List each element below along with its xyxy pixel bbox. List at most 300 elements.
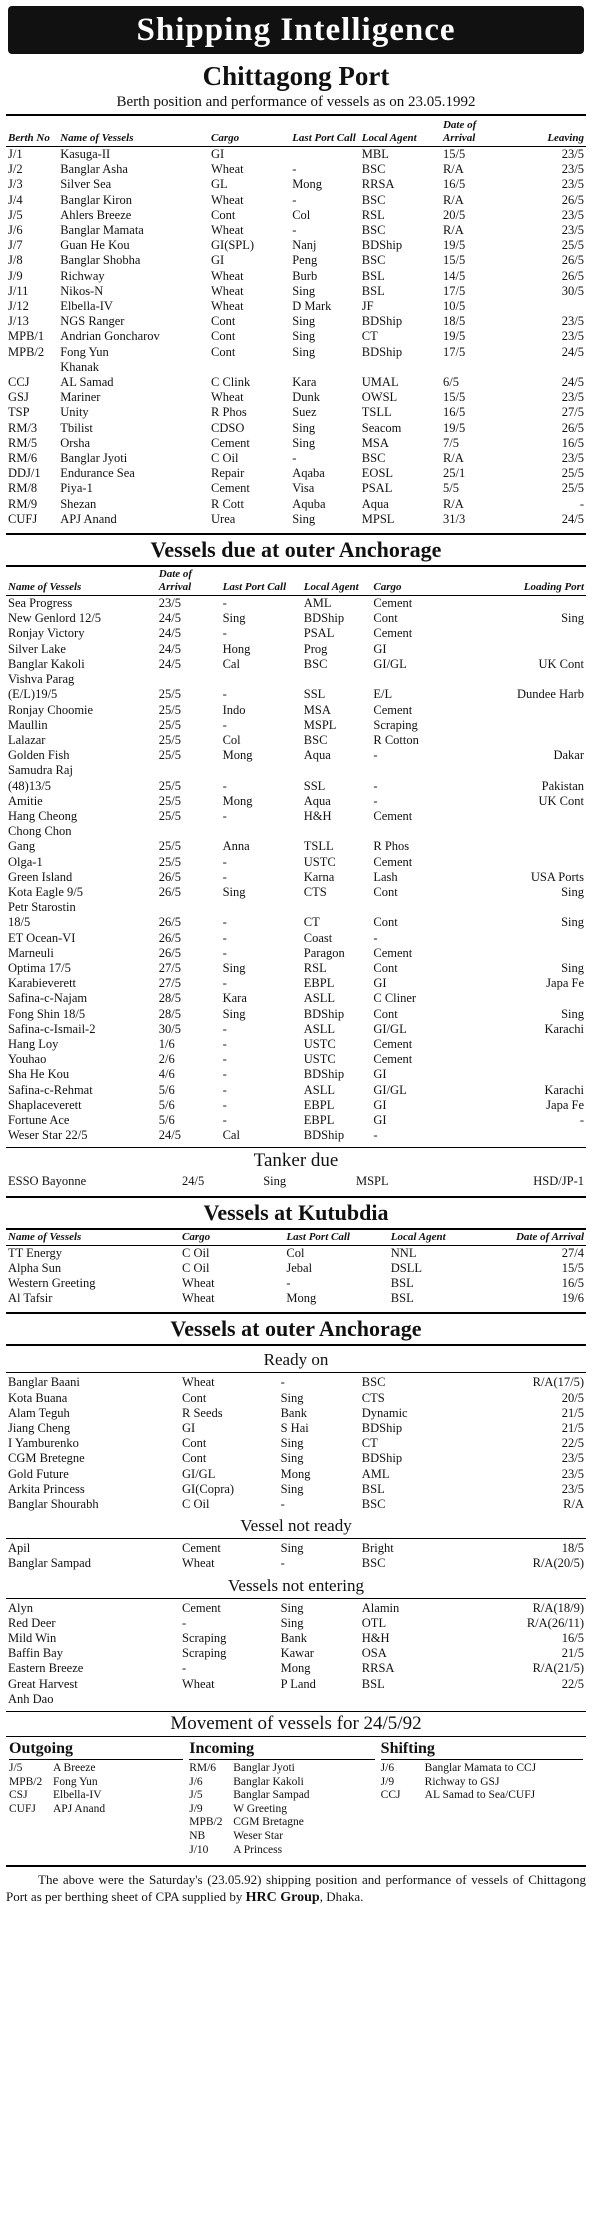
table-cell: Col: [222, 732, 241, 747]
table-cell: GI(SPL): [211, 238, 255, 253]
table-cell: [458, 991, 586, 1006]
table-cell: Cont: [211, 329, 236, 344]
table-cell: -: [292, 162, 297, 177]
table-cell: [458, 1067, 586, 1082]
table-cell: Ahlers Breeze: [60, 207, 132, 222]
table-row: [6, 1113, 586, 1128]
table-cell: -: [222, 1052, 227, 1067]
column-header: Cargo: [209, 118, 290, 147]
table-row: [6, 1451, 586, 1466]
table-cell: -: [373, 748, 378, 763]
table-cell: BDShip: [303, 1006, 345, 1021]
table-cell: BSC: [361, 192, 386, 207]
table-cell: MSPL: [303, 717, 337, 732]
table-row: [6, 1083, 586, 1098]
table-cell: Cement: [373, 945, 413, 960]
table-cell: Mong: [222, 748, 253, 763]
column-header: Loading Port: [458, 567, 586, 596]
table-cell: EOSL: [361, 466, 394, 481]
table-cell: 24/5: [158, 1128, 182, 1143]
table-cell: BSC: [361, 1375, 386, 1390]
table-cell: Jebal: [286, 1260, 313, 1275]
table-cell: Sing: [222, 1006, 246, 1021]
table-cell: Chong Chon: [8, 824, 72, 839]
vessel-name: W Greeting: [233, 1802, 287, 1815]
kutubdia-table: [6, 1230, 586, 1307]
table-cell: Hang Loy: [8, 1036, 59, 1051]
table-cell: Banglar Kiron: [60, 192, 133, 207]
table-cell: Alam Teguh: [8, 1405, 70, 1420]
berth-code: J/9: [189, 1802, 203, 1815]
table-cell: Cement: [373, 808, 413, 823]
table-cell: 15/5: [561, 1260, 584, 1275]
movement-item: [189, 1816, 374, 1830]
table-cell: BSL: [390, 1291, 414, 1306]
table-row: [6, 687, 586, 702]
table-cell: BSC: [303, 656, 328, 671]
table-cell: CT: [303, 915, 320, 930]
table-cell: (48)13/5: [8, 778, 52, 793]
table-cell: Dynamic: [361, 1405, 408, 1420]
vessel-name: Banglar Sampad: [233, 1789, 310, 1802]
table-cell: Banglar Asha: [60, 162, 128, 177]
table-cell: -: [222, 1036, 227, 1051]
table-cell: UK Cont: [538, 656, 584, 671]
table-row: [6, 1291, 586, 1306]
table-cell: USTC: [303, 1052, 336, 1067]
table-cell: -: [182, 1661, 187, 1676]
movement-item: [9, 1776, 183, 1790]
table-cell: Safina-c-Rehmat: [8, 1082, 93, 1097]
table-cell: Karachi: [544, 1021, 584, 1036]
table-cell: Ronjay Choomie: [8, 702, 94, 717]
table-cell: 26/5: [561, 192, 584, 207]
table-cell: Apil: [8, 1541, 31, 1556]
table-cell: 30/5: [561, 283, 584, 298]
table-cell: -: [373, 1128, 378, 1143]
table-cell: GI: [182, 1421, 196, 1436]
table-cell: BSL: [361, 283, 385, 298]
table-cell: GI: [211, 253, 225, 268]
table-cell: Cement: [373, 1052, 413, 1067]
table-cell: Alpha Sun: [8, 1260, 62, 1275]
table-cell: BSC: [361, 162, 386, 177]
table-cell: Dunk: [292, 390, 320, 405]
table-cell: Cement: [373, 596, 413, 611]
table-cell: DSLL: [390, 1260, 423, 1275]
table-cell: J/1: [8, 147, 23, 161]
table-cell: 24/5: [158, 626, 182, 641]
table-cell: Sing: [280, 1481, 304, 1496]
table-cell: RM/5: [8, 435, 38, 450]
table-cell: GI/GL: [373, 656, 407, 671]
table-cell: -: [222, 854, 227, 869]
table-cell: RM/9: [8, 496, 38, 511]
table-cell: R Phos: [373, 839, 410, 854]
table-row: [6, 885, 586, 900]
movement-item: [381, 1776, 583, 1790]
table-cell: ASLL: [303, 1021, 336, 1036]
table-cell: BDShip: [361, 238, 403, 253]
table-row: [6, 497, 586, 512]
table-cell: 20/5: [561, 1390, 584, 1405]
table-row: [6, 1067, 586, 1082]
table-cell: 23/5: [561, 451, 584, 466]
column-header: Name of Vessels: [58, 118, 209, 147]
table-cell: CTS: [303, 884, 327, 899]
table-row: [6, 284, 586, 299]
movement-item: [189, 1789, 374, 1803]
table-row: [6, 512, 586, 527]
table-cell: [458, 733, 586, 748]
table-cell: 25/5: [158, 748, 182, 763]
table-cell: AML: [303, 596, 332, 611]
table-row: [6, 1631, 586, 1646]
table-cell: Khanak: [60, 359, 100, 374]
table-row: [6, 870, 586, 885]
footnote-company: HRC Group: [245, 1890, 320, 1906]
table-row: [6, 1406, 586, 1421]
table-row: [6, 931, 586, 946]
table-row: [6, 794, 586, 809]
table-cell: Vishva Parag: [8, 672, 75, 687]
table-cell: -: [222, 1021, 227, 1036]
table-cell: Cement: [182, 1541, 221, 1556]
table-cell: Sing: [222, 611, 246, 626]
table-row: [6, 405, 586, 420]
table-cell: 23/5: [561, 1481, 584, 1496]
table-cell: 28/5: [158, 1006, 182, 1021]
table-row: [6, 672, 586, 687]
table-cell: Cal: [222, 1128, 240, 1143]
table-cell: -: [222, 915, 227, 930]
vessel-name: Richway to GSJ: [424, 1775, 500, 1788]
table-cell: Cont: [211, 207, 236, 222]
table-cell: BSL: [361, 268, 385, 283]
table-cell: Elbella-IV: [60, 299, 113, 314]
movement-title: Movement of vessels for 24/5/92: [6, 1711, 586, 1737]
table-cell: Fong Shin 18/5: [8, 1006, 86, 1021]
vessel-name: CGM Bretagne: [233, 1816, 304, 1829]
table-cell: Kota Buana: [8, 1390, 68, 1405]
table-row: [6, 915, 586, 930]
column-header: Local Agent: [302, 567, 372, 596]
table-cell: Great Harvest: [8, 1676, 78, 1691]
table-cell: HSD/JP-1: [533, 1174, 584, 1189]
table-cell: Urea: [211, 511, 236, 526]
table-cell: Karna: [303, 869, 335, 884]
table-cell: 20/5: [442, 207, 466, 222]
table-cell: UMAL: [361, 375, 399, 390]
table-cell: 5/6: [158, 1082, 175, 1097]
table-row: [6, 421, 586, 436]
table-cell: J/13: [8, 314, 29, 329]
table-cell: [458, 900, 586, 915]
table-cell: Karabieverett: [8, 976, 77, 991]
table-cell: Wheat: [182, 1375, 215, 1390]
table-cell: EBPL: [303, 1097, 335, 1112]
table-cell: 16/5: [442, 405, 466, 420]
table-cell: Mariner: [60, 390, 101, 405]
table-cell: 31/3: [442, 511, 466, 526]
table-cell: SSL: [303, 778, 326, 793]
table-cell: 16/5: [561, 1631, 584, 1646]
berth-code: NB: [189, 1830, 206, 1843]
table-cell: R/A: [442, 496, 464, 511]
column-header: Last Port Call: [221, 567, 302, 596]
berth-subtitle: Berth position and performance of vessels as on 23.05.1992: [6, 92, 586, 116]
table-cell: GI: [373, 976, 387, 991]
table-cell: PSAL: [303, 626, 335, 641]
table-row: [6, 451, 586, 466]
table-cell: 24/5: [561, 511, 584, 526]
table-cell: Scraping: [182, 1631, 227, 1646]
table-cell: TT Energy: [8, 1245, 63, 1260]
table-cell: Bank: [280, 1631, 307, 1646]
vessel-name: APJ Anand: [53, 1802, 106, 1815]
table-cell: Shaplaceverett: [8, 1097, 82, 1112]
table-cell: 23/5: [561, 329, 584, 344]
table-row: [6, 345, 586, 360]
table-cell: Bright: [361, 1541, 394, 1556]
table-cell: Cont: [373, 915, 398, 930]
table-cell: Repair: [211, 466, 245, 481]
table-cell: 26/5: [158, 884, 182, 899]
column-header: Date of Arrival: [493, 1230, 586, 1246]
table-cell: -: [222, 596, 227, 611]
table-cell: Anh Dao: [8, 1691, 54, 1706]
table-row: [6, 466, 586, 481]
table-row: [6, 839, 586, 854]
table-cell: DDJ/1: [8, 466, 41, 481]
table-row: [6, 596, 586, 612]
table-cell: 24/5: [158, 611, 182, 626]
table-cell: Indo: [222, 702, 246, 717]
table-cell: Wheat: [182, 1676, 215, 1691]
table-cell: CTS: [361, 1390, 385, 1405]
table-cell: R Cotton: [373, 732, 419, 747]
table-cell: [458, 763, 586, 778]
table-row: [6, 269, 586, 284]
table-cell: Shezan: [60, 496, 97, 511]
table-cell: -: [280, 1497, 285, 1512]
table-cell: Mong: [286, 1291, 317, 1306]
table-cell: R/A(20/5): [532, 1556, 584, 1571]
berth-code: J/9: [380, 1775, 395, 1788]
section-banner: Shipping Intelligence: [8, 6, 584, 54]
table-cell: Cont: [211, 344, 236, 359]
table-cell: R/A(17/5): [532, 1375, 584, 1390]
table-row: [6, 779, 586, 794]
table-cell: -: [280, 1556, 285, 1571]
table-cell: ESSO Bayonne: [8, 1174, 87, 1189]
table-cell: 25/5: [158, 732, 182, 747]
table-cell: BDShip: [303, 1067, 345, 1082]
tanker-title: Tanker due: [6, 1147, 586, 1174]
table-cell: BDShip: [361, 1421, 403, 1436]
table-cell: E/L: [373, 687, 393, 702]
table-cell: ET Ocean-VI: [8, 930, 76, 945]
table-cell: Jiang Cheng: [8, 1421, 71, 1436]
ready-table: [6, 1375, 586, 1512]
table-row: [6, 703, 586, 718]
table-cell: TSP: [8, 405, 30, 420]
vessel-name: A Breeze: [53, 1762, 96, 1775]
table-cell: 19/6: [561, 1291, 584, 1306]
table-cell: [221, 824, 302, 839]
table-cell: Baffin Bay: [8, 1646, 63, 1661]
table-cell: [371, 763, 458, 778]
table-cell: ASLL: [303, 1082, 336, 1097]
table-cell: R/A: [442, 162, 464, 177]
table-row: [6, 855, 586, 870]
table-cell: Lalazar: [8, 732, 46, 747]
vessel-name: Elbella-IV: [53, 1789, 102, 1802]
table-cell: -: [292, 223, 297, 238]
table-cell: Lash: [373, 869, 398, 884]
table-cell: Sing: [292, 420, 316, 435]
table-cell: [458, 703, 586, 718]
table-cell: 27/5: [158, 960, 182, 975]
table-cell: EBPL: [303, 976, 335, 991]
table-cell: Wheat: [182, 1276, 215, 1290]
table-cell: Cont: [373, 1006, 398, 1021]
table-cell: -: [222, 869, 227, 884]
table-cell: GI(Copra): [182, 1481, 235, 1496]
table-cell: MSA: [361, 435, 389, 450]
table-cell: Sing: [222, 884, 246, 899]
table-cell: 23/5: [561, 147, 584, 161]
table-cell: R Seeds: [182, 1405, 223, 1420]
table-cell: Cement: [182, 1600, 221, 1615]
table-cell: R/A(18/9): [532, 1600, 584, 1615]
table-cell: NGS Ranger: [60, 314, 125, 329]
movement-item: [381, 1789, 583, 1803]
table-row: [6, 1245, 586, 1261]
table-cell: Kawar: [280, 1646, 314, 1661]
table-cell: Samudra Raj: [8, 763, 73, 778]
table-row: [6, 208, 586, 223]
table-cell: CT: [361, 329, 378, 344]
table-cell: J/11: [8, 283, 29, 298]
table-cell: [458, 1037, 586, 1052]
table-cell: C Clink: [211, 375, 251, 390]
table-cell: 23/5: [561, 1466, 584, 1481]
table-cell: 15/5: [442, 253, 466, 268]
table-cell: RSL: [303, 960, 327, 975]
vessel-name: A Princess: [233, 1843, 283, 1856]
table-cell: Col: [292, 207, 311, 222]
table-cell: Silver Lake: [8, 641, 66, 656]
table-cell: 23/5: [561, 177, 584, 192]
table-cell: R Cott: [211, 496, 244, 511]
table-cell: H&H: [361, 1631, 390, 1646]
table-cell: Japa Fe: [546, 1097, 584, 1112]
vessel-name: Banglar Kakoli: [233, 1775, 304, 1788]
berth-code: MPB/2: [9, 1775, 43, 1788]
table-cell: 27/5: [561, 405, 584, 420]
table-cell: [458, 931, 586, 946]
table-cell: -: [286, 1276, 291, 1290]
table-cell: -: [280, 1375, 285, 1390]
not-entering-table: [6, 1601, 586, 1707]
table-cell: Cont: [211, 314, 236, 329]
table-cell: Anna: [222, 839, 250, 854]
table-cell: TSLL: [361, 405, 392, 420]
table-cell: R/A: [442, 451, 464, 466]
table-cell: [302, 900, 372, 915]
table-cell: [458, 839, 586, 854]
table-row: [6, 748, 586, 763]
table-cell: 30/5: [158, 1021, 182, 1036]
not-ready-table: [6, 1541, 586, 1571]
table-row: [6, 390, 586, 405]
table-row: [6, 1007, 586, 1022]
table-cell: Unity: [60, 405, 89, 420]
table-cell: APJ Anand: [60, 511, 117, 526]
table-row: [6, 1391, 586, 1406]
table-cell: Banglar Baani: [8, 1375, 80, 1390]
table-cell: Cont: [182, 1436, 207, 1451]
table-cell: [290, 147, 360, 163]
berth-code: CUFJ: [9, 1802, 36, 1815]
table-row: [6, 1128, 586, 1143]
table-cell: -: [222, 687, 227, 702]
table-cell: BDShip: [361, 344, 403, 359]
table-cell: 25/5: [158, 793, 182, 808]
outer-due-title: Vessels due at outer Anchorage: [6, 533, 586, 567]
table-cell: S Hai: [280, 1421, 309, 1436]
table-cell: 6/5: [442, 375, 459, 390]
table-cell: Cont: [182, 1390, 207, 1405]
table-row: [6, 1677, 586, 1692]
table-cell: 19/5: [442, 238, 466, 253]
table-cell: [511, 360, 586, 375]
table-cell: [458, 946, 586, 961]
table-cell: BSC: [361, 253, 386, 268]
kutubdia-title: Vessels at Kutubdia: [6, 1196, 586, 1230]
table-cell: Sha He Kou: [8, 1067, 70, 1082]
table-cell: 23/5: [561, 390, 584, 405]
table-cell: 26/5: [561, 253, 584, 268]
table-cell: Bank: [280, 1405, 307, 1420]
table-cell: J/4: [8, 192, 23, 207]
table-cell: MPB/1: [8, 329, 45, 344]
footnote-suffix: , Dhaka.: [319, 1889, 364, 1905]
table-cell: AML: [361, 1466, 390, 1481]
table-cell: BDShip: [303, 611, 345, 626]
table-cell: Wheat: [211, 162, 244, 177]
table-cell: CGM Bretegne: [8, 1451, 85, 1466]
table-cell: Cement: [373, 626, 413, 641]
table-cell: 25/5: [158, 717, 182, 732]
table-row: [6, 1261, 586, 1276]
table-cell: J/3: [8, 177, 23, 192]
berth-code: J/6: [380, 1762, 395, 1775]
column-header: Date of Arrival: [157, 567, 221, 596]
table-cell: 25/5: [158, 808, 182, 823]
table-cell: Banglar Shobha: [60, 253, 141, 268]
table-cell: [157, 672, 221, 687]
vessel-name: Banglar Mamata to CCJ: [424, 1762, 537, 1775]
table-cell: -: [373, 793, 378, 808]
table-cell: Wheat: [211, 299, 244, 314]
table-cell: 26/5: [158, 930, 182, 945]
table-cell: -: [222, 930, 227, 945]
table-cell: R/A: [442, 192, 464, 207]
table-cell: Gold Future: [8, 1466, 69, 1481]
table-cell: 22/5: [561, 1436, 584, 1451]
